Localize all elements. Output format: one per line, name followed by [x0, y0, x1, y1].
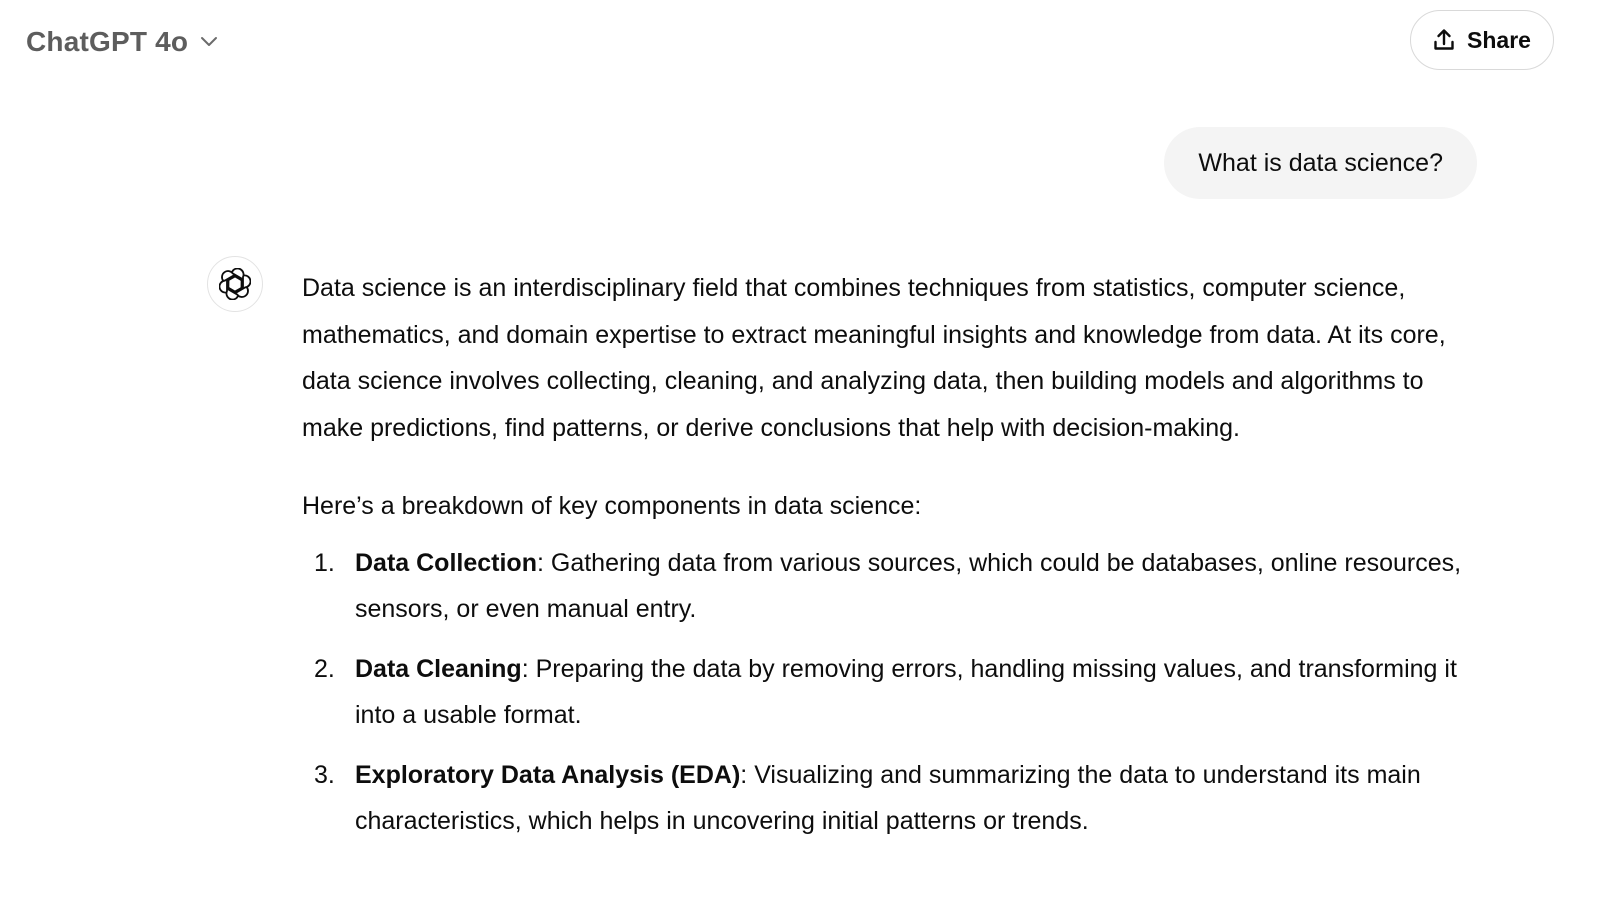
list-item-term: Data Collection	[355, 548, 537, 577]
list-item-term: Exploratory Data Analysis (EDA)	[355, 760, 741, 789]
list-item	[302, 752, 1462, 845]
user-message-text: What is data science?	[1198, 148, 1443, 177]
list-item-number: 1.	[314, 548, 335, 577]
assistant-list-intro: Here’s a breakdown of key components in data science:	[302, 492, 922, 520]
assistant-message	[302, 265, 1462, 858]
list-item-term: Data Cleaning	[355, 654, 522, 683]
share-label: Share	[1467, 26, 1531, 53]
model-selector[interactable]	[14, 14, 230, 70]
list-item-description: : Preparing the data by removing errors, handling missing values, and transforming it into a usable format.	[355, 654, 1457, 729]
list-item	[302, 540, 1462, 633]
list-item-number: 3.	[314, 760, 335, 789]
list-item-description: : Visualizing and summarizing the data to understand its main characteristics, which helps in uncovering initial patterns or trends.	[355, 760, 1421, 835]
model-name: ChatGPT 4o	[26, 26, 189, 57]
components-list	[302, 540, 1462, 845]
top-bar	[0, 0, 1600, 84]
chevron-down-icon	[200, 33, 218, 51]
openai-logo-icon	[207, 256, 263, 312]
list-item	[302, 646, 1462, 739]
share-button[interactable]	[1410, 10, 1554, 70]
share-icon	[1433, 28, 1455, 52]
assistant-intro-paragraph: Data science is an interdisciplinary field that combines techniques from statistics, computer science, mathematics, and domain expertise to extract meaningful insights and knowledge from data. At its core, data science involves collecting, cleaning, and analyzing data, then building models and algorithms to make predictions, find patterns, or derive conclusions that help with decision-making.	[302, 274, 1446, 442]
list-item-description: : Gathering data from various sources, which could be databases, online resources, sensors, or even manual entry.	[355, 548, 1462, 623]
user-message-bubble	[1164, 127, 1477, 199]
list-item-number: 2.	[314, 654, 335, 683]
